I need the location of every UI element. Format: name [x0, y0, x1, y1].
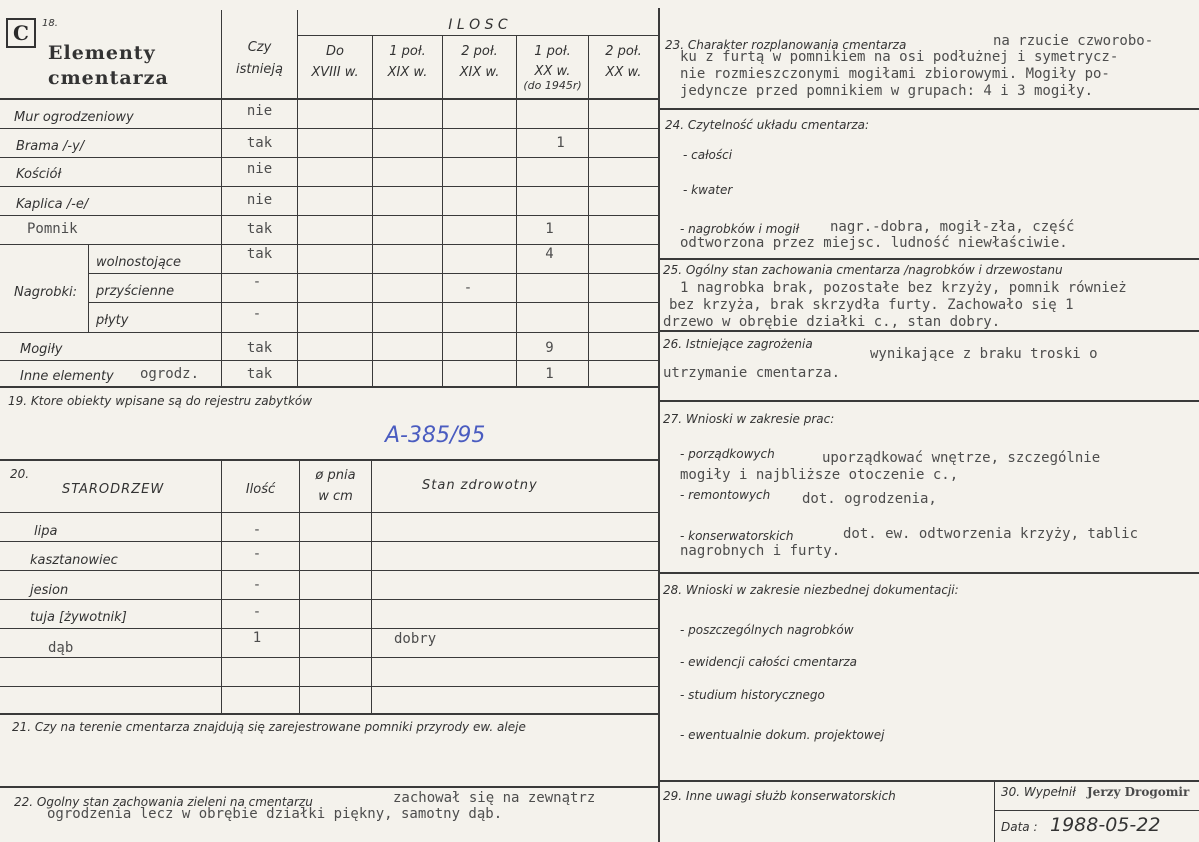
q28-item: - poszczególnych nagrobków — [680, 623, 854, 637]
element-count: 1 — [556, 135, 565, 151]
tree-count: - — [252, 577, 262, 593]
q30-line — [995, 810, 1199, 811]
data-label: Data : — [1001, 820, 1038, 834]
q23-bottom-line — [659, 108, 1199, 110]
element-exists: tak — [246, 221, 273, 237]
col-istnieja: istnieją — [236, 62, 283, 77]
q25-line3: drzewo w obrębie działki c., stan dobry. — [663, 314, 1001, 330]
table18-bottom-line — [0, 386, 658, 388]
t20-row-line — [0, 628, 658, 629]
nagrobki-label: Nagrobki: — [14, 285, 78, 300]
element-label: Kościół — [16, 167, 62, 182]
col-header-3-l2: XIX w. — [459, 65, 500, 80]
q25-bottom-line — [659, 330, 1199, 332]
t18-row-line — [0, 186, 658, 187]
col-header-4-l2: XX w. — [534, 64, 571, 79]
q22-value-line2: ogrodzenia lecz w obrębie działki piękny, samotny dąb. — [47, 806, 503, 822]
starodrzew-col-pnia1: ø pnia — [315, 468, 356, 483]
tree-name: lipa — [34, 524, 58, 539]
element-exists: nie — [246, 192, 273, 208]
q27-porzadkowych-value2: mogiły i najbliższe otoczenie c., — [680, 467, 959, 483]
t18-vline — [372, 36, 373, 387]
t18-row-line — [0, 244, 658, 245]
q23-line4: jedyncze przed pomnikiem w grupach: 4 i 3 mogiły. — [680, 83, 1094, 99]
q25-label: 25. Ogólny stan zachowania cmentarza /nagrobków i drzewostanu — [663, 263, 1063, 277]
q24-kwater: - kwater — [683, 183, 733, 197]
col-header-2-l2: XIX w. — [387, 65, 428, 80]
t18-vline-nagrobki — [88, 245, 89, 333]
q27-konserwatorskich: - konserwatorskich — [680, 529, 794, 543]
data-value: 1988-05-22 — [1050, 814, 1161, 836]
center-divider — [658, 8, 660, 842]
col-header-4-l3: (do 1945r) — [523, 79, 582, 92]
title-line2: cmentarza — [48, 67, 169, 89]
q21-bottom-line — [0, 786, 658, 788]
tree-count: - — [252, 546, 262, 562]
q20-bottom-line — [0, 713, 658, 715]
starodrzew-col-ilosc: Ilość — [245, 482, 276, 497]
q23-line3: nie rozmieszczonymi mogiłami zbiorowymi. Mogiły po- — [680, 66, 1110, 82]
t20-row-line — [0, 512, 658, 513]
t18-row-line — [0, 332, 658, 333]
starodrzew-col-stan: Stan zdrowotny — [422, 478, 538, 493]
col-header-1-l2: XVIII w. — [311, 65, 359, 80]
q27-remontowych-value: dot. ogrodzenia, — [802, 491, 937, 507]
element-label: Mogiły — [20, 342, 63, 357]
q23-line2: ku z furtą w pomnikiem na osi podłużnej i symetrycz- — [680, 49, 1119, 65]
t18-vline — [442, 36, 443, 387]
q27-label: 27. Wnioski w zakresie prac: — [663, 412, 835, 426]
tree-count: 1 — [252, 630, 262, 646]
element-count: 1 — [545, 366, 554, 382]
starodrzew-col-pnia2: w cm — [318, 489, 353, 504]
element-label: przyścienne — [96, 284, 175, 299]
element-exists: tak — [246, 246, 273, 262]
element-exists: nie — [246, 161, 273, 177]
element-count: 4 — [545, 246, 554, 262]
q27-konserwatorskich-value1: dot. ew. odtworzenia krzyży, tablic — [843, 526, 1139, 542]
section-letter-box: C — [6, 18, 36, 48]
q24-nagrobkow: - nagrobków i mogił — [680, 222, 800, 236]
q26-line2: utrzymanie cmentarza. — [663, 365, 841, 381]
element-label: płyty — [96, 313, 129, 328]
t18-row-line — [88, 302, 658, 303]
q23-line1: na rzucie czworobo- — [993, 33, 1154, 49]
ilosc-underline — [297, 35, 658, 36]
q26-label: 26. Istniejące zagrożenia — [663, 337, 813, 351]
col-header-3-l1: 2 poł. — [461, 44, 498, 59]
element-label: Brama /-y/ — [16, 139, 85, 154]
q27-porzadkowych: - porządkowych — [680, 447, 775, 461]
element-extra: ogrodz. — [140, 366, 200, 382]
q25-line2: bez krzyża, brak skrzydła furty. Zachowało się 1 — [669, 297, 1074, 313]
t18-row-line — [0, 128, 658, 129]
t20-row-line — [0, 541, 658, 542]
col-header-5-l1: 2 poł. — [605, 44, 642, 59]
header-bottom-line — [0, 98, 658, 100]
q19-value: A-385/95 — [385, 423, 486, 448]
tree-name: kasztanowiec — [30, 553, 118, 568]
q28-item: - ewentualnie dokum. projektowej — [680, 728, 885, 742]
element-exists: nie — [246, 103, 273, 119]
q22-value-line1: zachował się na zewnątrz — [393, 790, 596, 806]
q24-calosci: - całości — [683, 148, 733, 162]
q27-porzadkowych-value1: uporządkować wnętrze, szczególnie — [822, 450, 1101, 466]
col-ilosc: I L O S C — [448, 17, 508, 33]
tree-name: jesion — [30, 583, 69, 598]
q28-item: - studium historycznego — [680, 688, 825, 702]
q29-q30-divider — [994, 781, 995, 842]
element-exists: - — [252, 306, 262, 322]
q30-name: Jerzy Drogomir — [1087, 785, 1190, 799]
t18-row-line — [0, 215, 658, 216]
element-label: Inne elementy — [20, 369, 114, 384]
element-exists: tak — [246, 135, 273, 151]
q27-remontowych: - remontowych — [680, 488, 771, 502]
starodrzew-header: STARODRZEW — [62, 482, 165, 497]
element-count-dash: - — [463, 280, 473, 296]
q28-label: 28. Wnioski w zakresie niezbednej dokumentacji: — [663, 583, 959, 597]
q24-value-line2: odtworzona przez miejsc. ludność niewłaściwie. — [680, 235, 1068, 251]
tree-name: dąb — [48, 640, 74, 656]
t18-row-line — [0, 157, 658, 158]
q24-value-line1: nagr.-dobra, mogił-zła, część — [830, 219, 1075, 235]
t20-vline — [371, 460, 372, 714]
t20-row-line — [0, 657, 658, 658]
element-count: 9 — [545, 340, 554, 356]
t18-row-line — [88, 273, 658, 274]
section-number: 18. — [42, 18, 58, 29]
q27-konserwatorskich-value2: nagrobnych i furty. — [680, 543, 841, 559]
q20-number: 20. — [10, 467, 30, 481]
t20-row-line — [0, 686, 658, 687]
t20-row-line — [0, 599, 658, 600]
col-header-2-l1: 1 poł. — [389, 44, 426, 59]
t18-row-line — [0, 360, 658, 361]
title-line1: Elementy — [48, 42, 156, 64]
q28-bottom-line — [659, 780, 1199, 782]
element-label: Pomnik — [27, 221, 78, 237]
element-exists: tak — [246, 340, 273, 356]
q29-label: 29. Inne uwagi służb konserwatorskich — [663, 789, 896, 803]
col-header-1-l1: Do — [326, 44, 344, 59]
element-exists: tak — [246, 366, 273, 382]
q21-label: 21. Czy na terenie cmentarza znajdują się zarejestrowane pomniki przyrody ew. aleje — [12, 720, 526, 734]
tree-count: - — [252, 604, 262, 620]
q25-line1: 1 nagrobka brak, pozostałe bez krzyży, pomnik również — [680, 280, 1127, 296]
q30-label: 30. Wypełnił — [1001, 785, 1076, 799]
element-label: Mur ogrodzeniowy — [14, 110, 134, 125]
q24-bottom-line — [659, 258, 1199, 260]
q28-item: - ewidencji całości cmentarza — [680, 655, 858, 669]
q19-label: 19. Ktore obiekty wpisane są do rejestru zabytków — [8, 394, 313, 408]
q19-bottom-line — [0, 459, 658, 461]
q27-bottom-line — [659, 572, 1199, 574]
element-label: wolnostojące — [96, 255, 181, 270]
tree-count: - — [252, 522, 262, 538]
q23-label: 23. Charakter rozplanowania cmentarza — [665, 38, 907, 52]
col-header-5-l2: XX w. — [605, 65, 642, 80]
element-label: Kaplica /-e/ — [16, 197, 89, 212]
t20-row-line — [0, 570, 658, 571]
element-count: 1 — [545, 221, 554, 237]
q22-label: 22. Ogolny stan zachowania zieleni na cmentarzu — [14, 795, 313, 809]
q26-line1: wynikające z braku troski o — [870, 346, 1098, 362]
q24-label: 24. Czytelność układu cmentarza: — [665, 118, 870, 132]
col-header-4-l1: 1 poł. — [534, 44, 571, 59]
col-czy: Czy — [247, 40, 272, 55]
tree-stan: dobry — [394, 631, 437, 647]
element-exists: - — [252, 274, 262, 290]
q26-bottom-line — [659, 400, 1199, 402]
tree-name: tuja [żywotnik] — [30, 610, 127, 625]
t18-vline — [588, 36, 589, 387]
